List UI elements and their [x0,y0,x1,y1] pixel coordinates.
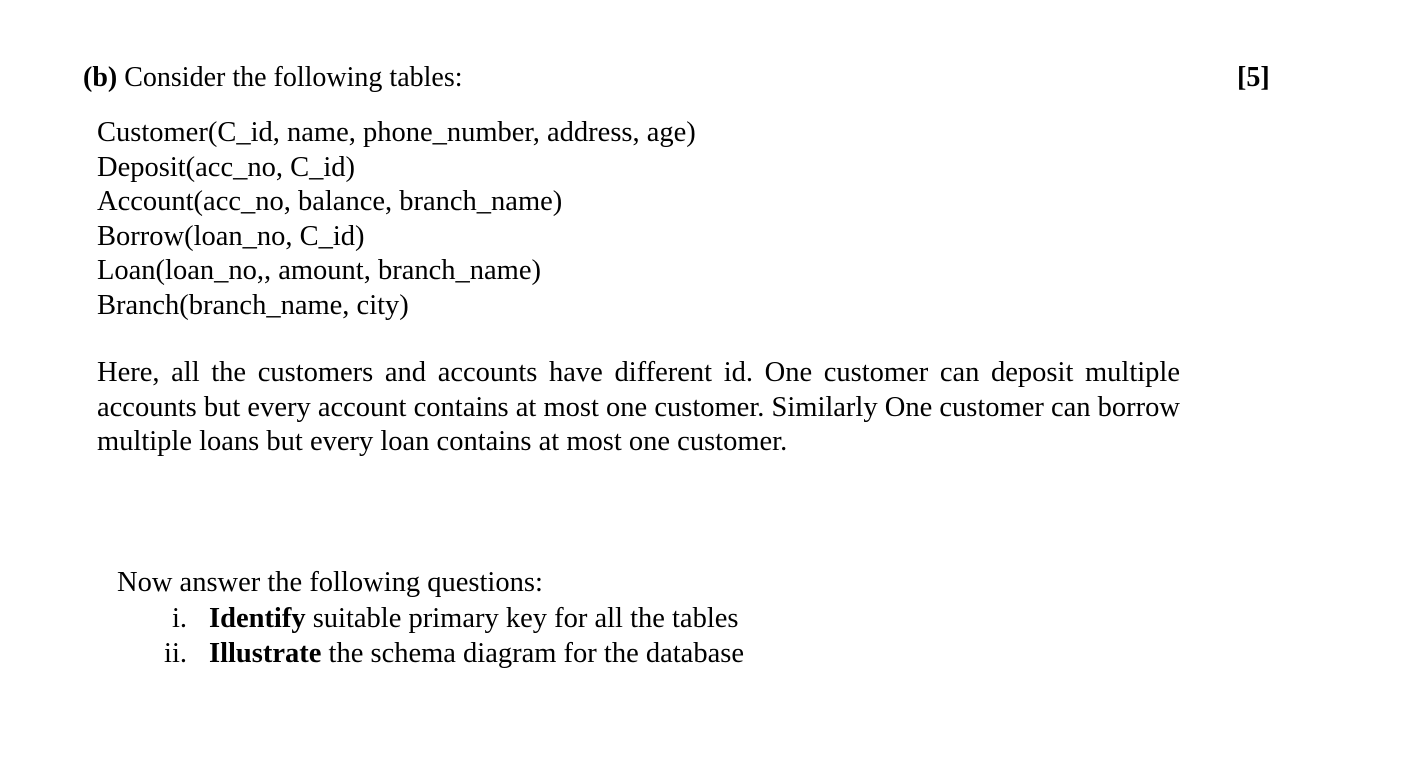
sub-question-2-body: the schema diagram for the database [321,638,744,669]
table-schema-loan: Loan(loan_no,, amount, branch_name) [97,255,541,287]
sub-question-2-text [209,636,744,672]
sub-question-1-number: i. [171,602,187,634]
sub-question-1 [117,601,739,637]
sub-question-1-text [209,601,739,637]
table-schema-deposit: Deposit(acc_no, C_id) [97,151,356,183]
table-schema-list [97,116,696,324]
sub-questions-intro: Now answer the following questions: [117,567,543,598]
table-schema-branch: Branch(branch_name, city) [97,289,409,321]
description-text: Here, all the customers and accounts have different id. One customer can deposit multiple accounts but every account contains at most one customer. Similarly One customer can borrow multiple loans but every loan contains at most one customer. [97,357,1180,458]
table-schema-customer: Customer(C_id, name, phone_number, address, age) [97,117,696,148]
marks-label: [5] [1237,62,1270,93]
description-paragraph [97,356,1180,460]
question-header [83,58,463,98]
sub-question-1-keyword: Identify [209,602,306,634]
sub-questions [117,565,744,672]
table-schema-borrow: Borrow(loan_no, C_id) [97,220,365,252]
sub-question-2-number: ii. [164,638,187,669]
part-label: (b) [83,62,118,93]
sub-question-2-keyword: Illustrate [209,638,322,669]
table-schema-account: Account(acc_no, balance, branch_name) [97,186,563,218]
sub-question-2 [117,636,744,672]
question-prompt: Consider the following tables: [124,62,463,93]
sub-question-1-body: suitable primary key for all the tables [305,602,739,634]
